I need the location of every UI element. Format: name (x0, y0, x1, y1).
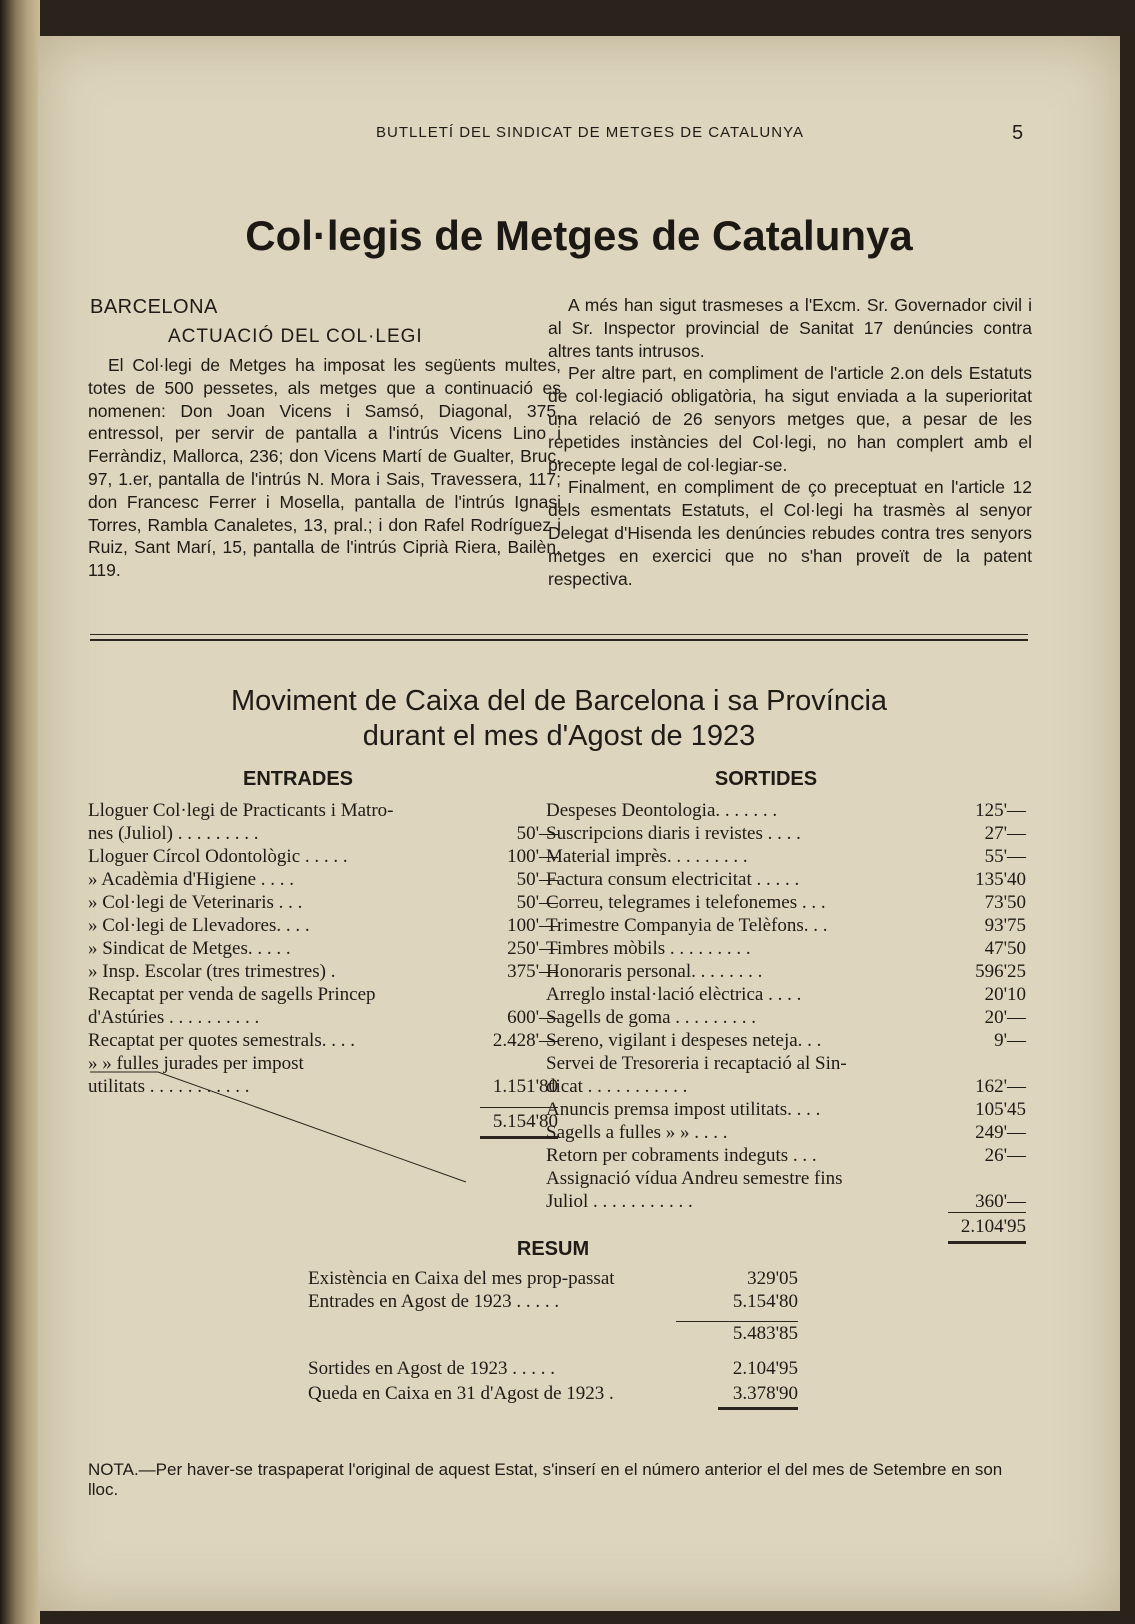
left-column-text (88, 354, 561, 582)
resum-amount: 2.104'95 (732, 1358, 798, 1379)
running-title: BUTLLETÍ DEL SINDICAT DE METGES DE CATALUNYA (376, 124, 804, 141)
resum-heading: RESUM (516, 1238, 590, 1260)
section-heading-barcelona: BARCELONA (90, 296, 218, 318)
sortides-label: Retorn per cobraments indeguts . . . (546, 1145, 817, 1166)
sortides-heading: SORTIDES (714, 768, 818, 790)
entrades-label: » Insp. Escolar (tres trimestres) . (88, 961, 336, 982)
entrades-list (88, 799, 558, 1098)
subheading-actuacio: ACTUACIÓ DEL COL·LEGI (168, 326, 423, 347)
sortides-amount: 55'— (984, 846, 1026, 867)
entrades-label: Lloguer Col·legi de Practicants i Matro- (88, 800, 394, 821)
sortides-amount: 360'— (975, 1191, 1026, 1212)
resum-row (308, 1357, 798, 1380)
sortides-label: Sagells a fulles » » . . . . (546, 1122, 728, 1143)
sortides-amount: 125'— (975, 800, 1026, 821)
total-line (948, 1241, 1026, 1244)
sortides-label: Despeses Deontologia. . . . . . . (546, 800, 778, 821)
sortides-row (546, 845, 1026, 868)
entrades-amount: 50'— (516, 823, 558, 844)
resum-amount: 5.483'85 (732, 1323, 798, 1344)
sortides-amount: 135'40 (975, 869, 1026, 890)
entrades-amount: 2.428'— (492, 1030, 558, 1051)
sortides-row (546, 1190, 1026, 1213)
sortides-amount: 20'— (984, 1007, 1026, 1028)
entrades-row (88, 983, 558, 1006)
resum-label: Existència en Caixa del mes prop-passat (308, 1268, 615, 1289)
resum-label: Entrades en Agost de 1923 . . . . . (308, 1291, 560, 1312)
entrades-row (88, 845, 558, 868)
resum-label: Queda en Caixa en 31 d'Agost de 1923 . (308, 1383, 614, 1404)
entrades-label: » Sindicat de Metges. . . . . (88, 938, 291, 959)
sortides-label: Sereno, vigilant i despeses neteja. . . (546, 1030, 822, 1051)
entrades-amount: 100'— (507, 846, 558, 867)
paragraph: El Col·legi de Metges ha imposat les següents multes, totes de 500 pessetes, als metges que a continuació es nomenen: Don Joan Vicens i Samsó, Diagonal, 375, entressol, per servir de pantalla a l'intrús Vicens Lino i Ferràndiz, Mallorca, 236; don Vicens Martí de Gualter, Bruc, 97, 1.er, pantalla de l'intrús N. Mora i Sais, Travessera, 117; don Francesc Ferrer i Mosella, pantalla de l'intrús Ignasi Torres, Rambla Canaletes, 13, pral.; i don Rafel Rodríguez i Ruiz, Sant Marí, 15, pantalla de l'intrús Ciprià Riera, Bailèn, 119. (88, 355, 561, 581)
entrades-amount: 1.151'80 (492, 1076, 558, 1097)
sortides-row (546, 1144, 1026, 1167)
entrades-amount: 100'— (507, 915, 558, 936)
entrades-amount: 375'— (507, 961, 558, 982)
resum-row (676, 1321, 798, 1345)
entrades-heading: ENTRADES (242, 768, 353, 790)
sortides-row (546, 1121, 1026, 1144)
entrades-label: » » fulles jurades per impost (88, 1053, 304, 1074)
sortides-label: Assignació vídua Andreu semestre fins (546, 1168, 843, 1189)
sortides-amount: 27'— (984, 823, 1026, 844)
sortides-label: Trimestre Companyia de Telèfons. . . (546, 915, 828, 936)
book-page (38, 36, 1120, 1611)
sortides-row (546, 1052, 1026, 1075)
entrades-label: » Acadèmia d'Higiene . . . . (88, 869, 295, 890)
sortides-label: Suscripcions diaris i revistes . . . . (546, 823, 801, 844)
sortides-list (546, 799, 1026, 1213)
page-number: 5 (1012, 122, 1024, 144)
entrades-row (88, 914, 558, 937)
entrades-amount: 600'— (507, 1007, 558, 1028)
resum-list (308, 1267, 798, 1410)
moviment-title-line: durant el mes d'Agost de 1923 (362, 720, 756, 752)
sortides-label: Correu, telegrames i telefonemes . . . (546, 892, 826, 913)
sortides-row (546, 1006, 1026, 1029)
entrades-total: 5.154'80 (492, 1111, 558, 1132)
resum-row (308, 1290, 798, 1313)
sortides-label: Material imprès. . . . . . . . . (546, 846, 748, 867)
divider-rule (90, 634, 1028, 635)
entrades-amount: 250'— (507, 938, 558, 959)
sortides-row (546, 983, 1026, 1006)
entrades-row (88, 822, 558, 845)
sortides-amount: 47'50 (984, 938, 1026, 959)
sortides-label: Sagells de goma . . . . . . . . . (546, 1007, 757, 1028)
entrades-label: Recaptat per venda de sagells Princep (88, 984, 376, 1005)
resum-label: Sortides en Agost de 1923 . . . . . (308, 1358, 555, 1379)
entrades-row (88, 1006, 558, 1029)
resum-row (308, 1382, 798, 1405)
moviment-title-line: Moviment de Caixa del de Barcelona i sa Província (230, 685, 888, 717)
right-column-text (548, 294, 1032, 590)
nota-footnote: NOTA.—Per haver-se traspaperat l'original de aquest Estat, s'inserí en el número anterior el del mes de Setembre en son lloc. (88, 1460, 1003, 1499)
total-line (948, 1212, 1026, 1213)
entrades-row (88, 799, 558, 822)
entrades-row (88, 960, 558, 983)
entrades-label: Recaptat per quotes semestrals. . . . (88, 1030, 355, 1051)
moviment-title (90, 684, 1028, 754)
resum-amount: 5.154'80 (732, 1291, 798, 1312)
entrades-label: d'Astúries . . . . . . . . . . (88, 1007, 260, 1028)
sortides-amount: 249'— (975, 1122, 1026, 1143)
sortides-row (546, 891, 1026, 914)
entrades-amount: 50'— (516, 892, 558, 913)
bracket-stroke (88, 1070, 468, 1190)
entrades-label: utilitats . . . . . . . . . . . (88, 1076, 250, 1097)
total-line (718, 1407, 798, 1410)
sortides-amount: 162'— (975, 1076, 1026, 1097)
sortides-label: Juliol . . . . . . . . . . . (546, 1191, 693, 1212)
paragraph: Finalment, en compliment de ço preceptuat en l'article 12 dels esmentats Estatuts, el Col·legi ha trasmès al senyor Delegat d'Hisenda les denúncies rebudes contra tres senyors metges en exercici que no s'han proveït de la patent respectiva. (548, 477, 1032, 589)
sortides-label: Factura consum electricitat . . . . . (546, 869, 800, 890)
entrades-amount: 50'— (516, 869, 558, 890)
divider-rule (90, 639, 1028, 641)
main-title: Col·legis de Metges de Catalunya (245, 212, 913, 259)
sortides-row (546, 1029, 1026, 1052)
sortides-amount: 26'— (984, 1145, 1026, 1166)
sortides-label: Anuncis premsa impost utilitats. . . . (546, 1099, 821, 1120)
sortides-row (546, 937, 1026, 960)
entrades-row (88, 868, 558, 891)
sortides-total: 2.104'95 (960, 1216, 1026, 1237)
paragraph: A més han sigut trasmeses a l'Excm. Sr. Governador civil i al Sr. Inspector provincial de Sanitat 17 denúncies contra altres tants intrusos. (548, 295, 1032, 361)
sortides-row (546, 1075, 1026, 1098)
book-spine (0, 0, 40, 1624)
resum-row (308, 1267, 798, 1290)
sortides-label: Servei de Tresoreria i recaptació al Sin- (546, 1053, 847, 1074)
sortides-amount: 93'75 (984, 915, 1026, 936)
resum-amount: 3.378'90 (732, 1383, 798, 1404)
sortides-row (546, 914, 1026, 937)
entrades-label: » Col·legi de Veterinaris . . . (88, 892, 303, 913)
sortides-label: Arreglo instal·lació elèctrica . . . . (546, 984, 802, 1005)
sortides-row (546, 822, 1026, 845)
sortides-row (546, 799, 1026, 822)
sortides-row (546, 868, 1026, 891)
entrades-row (88, 937, 558, 960)
sortides-row (546, 960, 1026, 983)
sortides-label: Timbres mòbils . . . . . . . . . (546, 938, 751, 959)
sortides-label: dicat . . . . . . . . . . . (546, 1076, 688, 1097)
sortides-row (546, 1098, 1026, 1121)
entrades-label: Lloguer Círcol Odontològic . . . . . (88, 846, 348, 867)
sortides-amount: 596'25 (975, 961, 1026, 982)
paragraph: Per altre part, en compliment de l'article 2.on dels Estatuts de col·legiació obligatòria, ha sigut enviada a la superioritat una relació de 26 senyors metges que, a pesar de les repetides instàncies del Col·legi, no han complert amb el precepte legal de col·legiar-se. (548, 363, 1032, 475)
sortides-ledger (546, 768, 1026, 1245)
sortides-row (546, 1167, 1026, 1190)
entrades-row (88, 1029, 558, 1052)
sortides-amount: 105'45 (975, 1099, 1026, 1120)
sortides-amount: 9'— (994, 1030, 1026, 1051)
resum-block (308, 1238, 798, 1410)
entrades-row (88, 891, 558, 914)
sortides-amount: 73'50 (984, 892, 1026, 913)
entrades-label: nes (Juliol) . . . . . . . . . (88, 823, 259, 844)
sortides-label: Honoraris personal. . . . . . . . (546, 961, 763, 982)
resum-amount: 329'05 (747, 1268, 798, 1289)
entrades-label: » Col·legi de Llevadores. . . . (88, 915, 310, 936)
sortides-amount: 20'10 (984, 984, 1026, 1005)
